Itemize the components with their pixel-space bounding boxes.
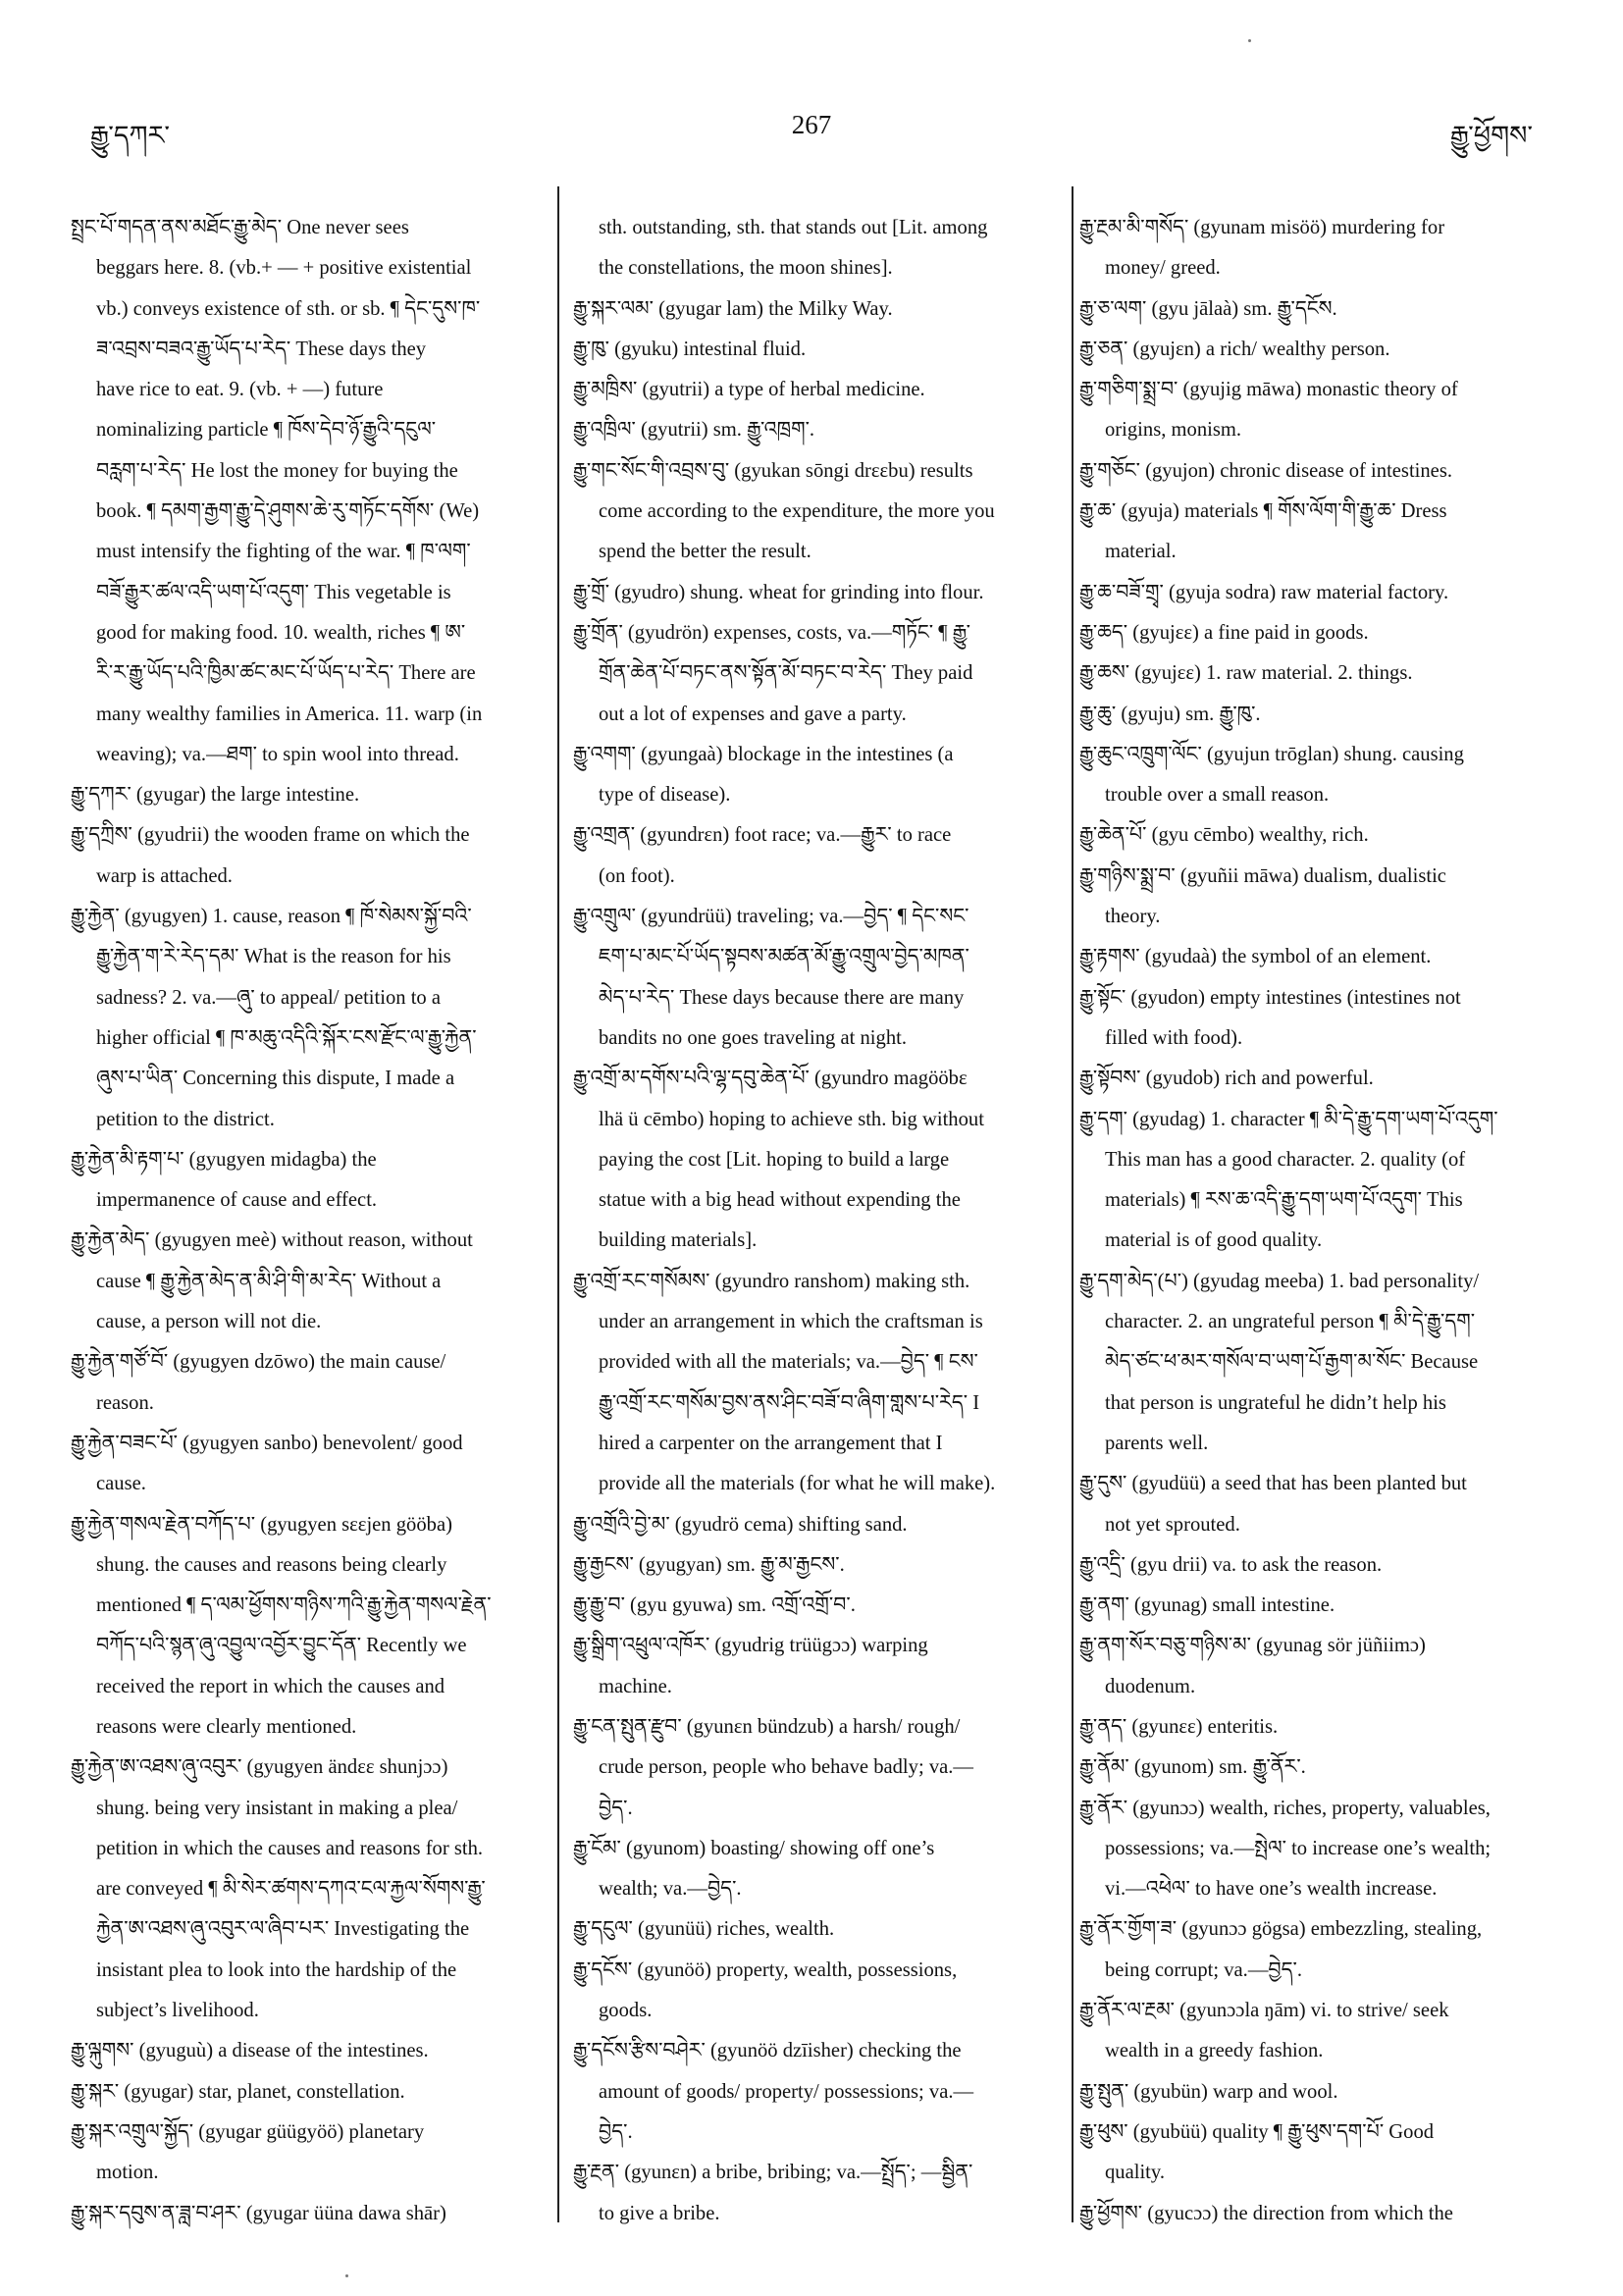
entry-headword-line: རྒྱུ་དག་ (gyudag) 1. character ¶ མི་དེ་རྒྱུ་དག་ཡག་པོ་འདུག་ — [1079, 1108, 1498, 1130]
entry-continuation-line: reasons were clearly mentioned. — [96, 1715, 357, 1738]
entry-continuation-line: come according to the expenditure, the more you — [599, 500, 995, 523]
entry-headword-line: རྒྱུ་རྟགས་ (gyudaà) the symbol of an element. — [1079, 946, 1432, 968]
entry-headword-line: རྒྱུ་སྐར་དབུས་ན་ཟླ་བ་ཤར་ (gyugar üüna dawa shār) — [71, 2202, 446, 2224]
entry-continuation-line: materials) ¶ རས་ཆ་འདི་རྒྱུ་དག་ཡག་པོ་འདུག་ This — [1105, 1189, 1463, 1212]
entry-continuation-line: goods. — [599, 2000, 653, 2022]
entry-continuation-line: crude person, people who behave badly; va.— — [599, 1756, 973, 1779]
entry-continuation-line: many wealthy families in America. 11. warp (in — [96, 703, 483, 725]
entry-headword-line: རྒྱུ་དངོས་རྩིས་བཤེར་ (gyunöö dzīisher) checking the — [573, 2040, 962, 2062]
entry-headword-line: རྒྱུ་སྟོབས་ (gyudob) rich and powerful. — [1079, 1068, 1374, 1090]
entry-continuation-line: གྲོན་ཆེན་པོ་བཏང་ནས་སྟོན་མོ་བཏང་བ་རེད་ They paid — [599, 662, 973, 685]
page-number: 267 — [791, 110, 832, 139]
column-middle — [573, 208, 1066, 2234]
entry-headword-line: རྒྱུ་ཆ་ (gyuja) materials ¶ གོས་ལོག་གི་རྒྱུ་ཆ་ Dress — [1079, 500, 1447, 523]
entry-continuation-line: that person is ungrateful he didn’t help his — [1105, 1391, 1446, 1414]
entry-continuation-line: vi.—འཕེལ་ to have one’s wealth increase. — [1105, 1878, 1438, 1901]
entry-headword-line: རྒྱུ་ཆད་ (gyujεε) a fine paid in goods. — [1079, 621, 1369, 644]
entry-continuation-line: བཀོད་པའི་སྙན་ཞུ་འབྱུལ་འབྱོར་བྱུང་དོན་ Recently we — [96, 1635, 467, 1657]
entry-headword-line: རྒྱུ་གཅོང་ (gyujon) chronic disease of intestines. — [1079, 459, 1452, 482]
entry-headword-line: རྒྱུ་འདྲི་ (gyu drii) va. to ask the reason. — [1079, 1553, 1383, 1576]
entry-continuation-line: material is of good quality. — [1105, 1229, 1323, 1252]
entry-headword-line: རྒྱུ་ཕུས་ (gyubüü) quality ¶ རྒྱུ་ཕུས་དག་པོ་ Good — [1079, 2120, 1435, 2143]
entry-continuation-line: quality. — [1105, 2162, 1166, 2184]
entry-continuation-line: provide all the materials (for what he will make). — [599, 1473, 996, 1495]
header-left-headword: རྒྱུ་དཀར་ — [90, 121, 170, 150]
entry-continuation-line: impermanence of cause and effect. — [96, 1189, 378, 1212]
entry-continuation-line: ཞུས་པ་ཡིན་ Concerning this dispute, I made a — [96, 1068, 455, 1090]
entry-headword-line: རྒྱུ་དུས་ (gyudüü) a seed that has been planted but — [1079, 1473, 1467, 1495]
entry-headword-line: རྒྱུ་གང་སོང་གི་འབྲས་བུ་ (gyukan sōngi drεεbu) results — [573, 459, 973, 482]
entry-continuation-line: beggars here. 8. (vb.+ — + positive existential — [96, 257, 472, 280]
entry-continuation-line: sadness? 2. va.—ཞུ་ to appeal/ petition to a — [96, 986, 442, 1009]
entry-continuation-line: བྱེད་. — [599, 2120, 633, 2143]
column-divider-left — [557, 186, 559, 2222]
entry-continuation-line: shung. the causes and reasons being clearly — [96, 1553, 447, 1576]
entry-headword-line: རྒྱུ་ཆ་བཟོ་གྲྭ་ (gyuja sodra) raw material factory. — [1079, 581, 1449, 603]
entry-headword-line: རྒྱུ་ཅན་ (gyujεn) a rich/ wealthy person. — [1079, 338, 1390, 360]
entry-continuation-line: to give a bribe. — [599, 2202, 720, 2224]
entry-continuation-line: motion. — [96, 2162, 159, 2184]
entry-headword-line: རྒྱུ་འགག་ (gyungaà) blockage in the intestines (a — [573, 743, 954, 765]
entry-continuation-line: not yet sprouted. — [1105, 1513, 1240, 1536]
entry-continuation-line: amount of goods/ property/ possessions; va.— — [599, 2080, 974, 2103]
entry-continuation-line: subject’s livelihood. — [96, 2000, 259, 2022]
entry-headword-line: རྒྱུ་སྤུན་ (gyubün) warp and wool. — [1079, 2080, 1338, 2103]
entry-headword-line: རྒྱུ་རྐྱེན་གཙོ་བོ་ (gyugyen dzōwo) the main cause/ — [71, 1351, 446, 1374]
entry-headword-line: རྒྱུ་མཁྲིས་ (gyutrii) a type of herbal medicine. — [573, 379, 925, 401]
entry-headword-line: རྒྱུ་ནོར་ལ་རྔམ་ (gyunɔɔla ŋām) vi. to strive/ seek — [1079, 2000, 1449, 2022]
entry-continuation-line: sth. outstanding, sth. that stands out [Lit. among — [599, 217, 988, 238]
entry-continuation-line: མེད་ཙང་ཕ་མར་གསོལ་བ་ཡག་པོ་རྒྱག་མ་སོང་ Because — [1105, 1351, 1479, 1374]
entry-headword-line: རྒྱུ་ཁུ་ (gyuku) intestinal fluid. — [573, 338, 807, 360]
entry-continuation-line: weaving); va.—ཐག་ to spin wool into thread. — [96, 743, 459, 765]
entry-headword-line: རྒྱུ་ཆས་ (gyujεε) 1. raw material. 2. things. — [1079, 662, 1413, 685]
entry-headword-line: རྒྱུ་ནོམ་ (gyunom) sm. རྒྱུ་ནོར་. — [1079, 1756, 1306, 1779]
column-divider-right — [1072, 186, 1073, 2222]
entry-continuation-line: wealth; va.—བྱེད་. — [599, 1878, 742, 1901]
entry-headword-line: རྒྱུ་ཆེན་པོ་ (gyu cēmbo) wealthy, rich. — [1079, 824, 1369, 847]
entry-headword-line: རྒྱུ་དག་མེད་(པ་) (gyudag meeba) 1. bad personality/ — [1079, 1270, 1480, 1292]
entry-continuation-line: cause, a person will not die. — [96, 1311, 322, 1333]
entry-headword-line: རྒྱུ་ཅ་ལག་ (gyu jālaà) sm. རྒྱུ་དངོས. — [1079, 297, 1337, 320]
entry-continuation-line: are conveyed ¶ མི་སེར་ཚགས་དཀའ་ངལ་རྐྱལ་སོགས་རྒྱུ་ — [96, 1878, 486, 1901]
entry-continuation-line: machine. — [599, 1675, 672, 1697]
entry-headword-line: རྒྱུ་རྒྱངས་ (gyugyan) sm. རྒྱུ་མ་རྒྱངས་. — [573, 1553, 845, 1576]
entry-headword-line: རྒྱུ་འགྲོ་མ་དགོས་པའི་ལྷ་དབུ་ཆེན་པོ་ (gyundro magööbε — [573, 1068, 968, 1090]
entry-continuation-line: mentioned ¶ ད་ལམ་ཕྱོགས་གཉིས་ཀའི་རྒྱུ་རྐྱེན་གསལ་རྗེན་ — [96, 1594, 492, 1617]
entry-headword-line: རྒྱུ་རྐྱེན་ (gyugyen) 1. cause, reason ¶ ཁོ་སེམས་སྐྱོ་བའི་ — [71, 906, 472, 928]
entry-continuation-line: good for making food. 10. wealth, riches ¶ ཨ་ — [96, 621, 466, 644]
entry-headword-line: རྒྱུ་ནད་ (gyunεε) enteritis. — [1079, 1715, 1279, 1738]
entry-headword-line: རྒྱུ་སྐར་ལམ་ (gyugar lam) the Milky Way. — [573, 297, 893, 320]
entry-headword-line: རྒྱུ་འགྲོའི་བྱེ་མ་ (gyudrö cema) shifting sand. — [573, 1513, 908, 1536]
entry-continuation-line: origins, monism. — [1105, 419, 1242, 442]
entry-continuation-line: spend the better the result. — [599, 541, 812, 563]
entry-headword-line: རྒྱུ་འགྲན་ (gyundrεn) foot race; va.—རྒྱུར་ to race — [573, 824, 952, 847]
entry-headword-line: རྒྱུ་སྟོང་ (gyudon) empty intestines (intestines not — [1079, 986, 1461, 1009]
entry-continuation-line: petition in which the causes and reasons for sth. — [96, 1837, 484, 1859]
entry-continuation-line: provided with all the materials; va.—བྱེད་ ¶ ངས་ — [599, 1351, 978, 1374]
entry-continuation-line: money/ greed. — [1105, 257, 1221, 280]
entry-continuation-line: character. 2. an ungrateful person ¶ མི་དེ་རྒྱུ་དག་ — [1105, 1311, 1476, 1333]
entry-continuation-line: reason. — [96, 1391, 154, 1414]
entry-continuation-line: cause. — [96, 1473, 146, 1495]
entry-continuation-line: the constellations, the moon shines]. — [599, 257, 893, 280]
entry-continuation-line: type of disease). — [599, 784, 731, 807]
entry-continuation-line: received the report in which the causes and — [96, 1675, 445, 1697]
entry-headword-line: རྒྱུ་རྐྱེན་གསལ་རྗེན་བཀོད་པ་ (gyugyen sεεjen gööba) — [71, 1513, 452, 1536]
entry-continuation-line: nominalizing particle ¶ ཁོས་དེབ་ཉོ་རྒྱུའི་དངུལ་ — [96, 419, 437, 442]
entry-headword-line: རྒྱུ་འགྲོ་རང་གསོམས་ (gyundro ranshom) making sth. — [573, 1270, 970, 1292]
entry-continuation-line: being corrupt; va.—བྱེད་. — [1105, 1958, 1303, 1981]
entry-continuation-line: ཇག་པ་མང་པོ་ཡོད་སྟབས་མཚན་མོ་རྒྱུ་འགྲུལ་བྱེད་མཁན་ — [599, 946, 969, 968]
entry-headword-line: རྒྱུ་ཆུང་འཁྲུག་ལོང་ (gyujun trōglan) shung. causing — [1079, 743, 1464, 765]
entry-headword-line: རྒྱུ་དངུལ་ (gyunüü) riches, wealth. — [573, 1918, 835, 1941]
entry-continuation-line: hired a carpenter on the arrangement that I — [599, 1432, 943, 1454]
entry-continuation-line: book. ¶ དམག་རྒྱག་རྒྱུ་དེ་ཤུགས་ཆེ་རུ་གཏོང་དགོས་ (We) — [96, 500, 480, 523]
entry-continuation-line: material. — [1105, 541, 1177, 563]
entry-headword-line: རྒྱུ་དཀྲིས་ (gyudrii) the wooden frame on which the — [71, 824, 470, 847]
entry-continuation-line: out a lot of expenses and gave a party. — [599, 703, 907, 725]
entry-continuation-line: bandits no one goes traveling at night. — [599, 1026, 907, 1049]
entry-continuation-line: This man has a good character. 2. quality (of — [1105, 1148, 1466, 1171]
entry-continuation-line: filled with food). — [1105, 1026, 1243, 1049]
entry-headword-line: རྒྱུ་ཆུ་ (gyuju) sm. རྒྱུ་ཁུ་. — [1079, 703, 1261, 725]
entry-continuation-line: lhä ü cēmbo) hoping to achieve sth. big without — [599, 1108, 984, 1130]
entry-continuation-line: have rice to eat. 9. (vb. + —) future — [96, 379, 384, 401]
entry-continuation-line: must intensify the fighting of the war. ¶ ཁ་ལག་ — [96, 541, 471, 563]
entry-headword-line: རྒྱུ་འགྲུལ་ (gyundrüü) traveling; va.—བྱེད་ ¶ དེང་སང་ — [573, 906, 969, 928]
entry-continuation-line: under an arrangement in which the craftsman is — [599, 1311, 983, 1333]
entry-headword-line: རྒྱུ་རྔམ་མི་གསོད་ (gyunam misöö) murdering for — [1079, 217, 1445, 238]
entry-continuation-line: possessions; va.—སྤེལ་ to increase one’s wealth; — [1105, 1837, 1492, 1859]
entry-continuation-line: རྒྱུ་འགྲོ་རང་གསོམ་བྱས་ནས་ཤིང་བཟོ་བ་ཞིག་གླས་པ་རེད་ I — [599, 1391, 980, 1414]
scan-speck — [1248, 39, 1251, 42]
entry-continuation-line: warp is attached. — [96, 864, 233, 887]
column-left — [71, 208, 542, 2234]
entry-continuation-line: བཟོ་རྒྱུར་ཚལ་འདི་ཡག་པོ་འདུག་ This vegetable is — [96, 581, 451, 603]
entry-continuation-line: རི་ར་རྒྱུ་ཡོད་པའི་ཁྱིམ་ཚང་མང་པོ་ཡོད་པ་རེད་ There are — [96, 662, 476, 685]
entry-continuation-line: རྒྱུ་རྐྱེན་ག་རེ་རེད་དམ་ What is the reason for his — [96, 946, 451, 968]
entry-headword-line: རྒྱུ་གྲོ་ (gyudro) shung. wheat for grinding into flour. — [573, 581, 984, 603]
entry-continuation-line: trouble over a small reason. — [1105, 784, 1330, 807]
entry-continuation-line: insistant plea to look into the hardship of the — [96, 1958, 457, 1981]
entry-continuation-line: paying the cost [Lit. hoping to build a large — [599, 1148, 950, 1171]
entry-continuation-line: རྐྱེན་ཨ་འཐས་ཞུ་འབུར་ལ་ཞིབ་པར་ Investigating the — [96, 1918, 470, 1941]
entry-continuation-line: duodenum. — [1105, 1675, 1196, 1697]
entry-headword-line: རྒྱུ་རྐྱེན་མེད་ (gyugyen meè) without reason, without — [71, 1229, 473, 1252]
entry-continuation-line: བརླག་པ་རེད་ He lost the money for buying the — [96, 459, 458, 482]
entry-headword-line: སྤྲང་པོ་གདན་ནས་མཐོང་རྒྱུ་མེད་ One never sees — [71, 217, 409, 238]
entry-headword-line: རྒྱུ་ངོམ་ (gyunom) boasting/ showing off one’s — [573, 1837, 935, 1859]
entry-headword-line: རྒྱུ་སྐར་ (gyugar) star, planet, constellation. — [71, 2080, 405, 2103]
entry-headword-line: རྒྱུ་རྒྱུ་བ་ (gyu gyuwa) sm. འགྲོ་འགྲོ་བ་. — [573, 1594, 856, 1617]
entry-headword-line: རྒྱུ་རྐྱེན་ཨ་འཐས་ཞུ་འབུར་ (gyugyen ändεε shunjɔɔ) — [71, 1756, 448, 1779]
entry-continuation-line: ཟ་འབྲས་བཟའ་རྒྱུ་ཡོད་པ་རེད་ These days they — [96, 338, 427, 360]
entry-headword-line: རྒྱུ་ལྐུགས་ (gyuguù) a disease of the intestines. — [71, 2040, 429, 2062]
entry-headword-line: རྒྱུ་ནོར་གྱོག་ཟ་ (gyunɔɔ gögsa) embezzling, stealing, — [1079, 1918, 1483, 1941]
entry-continuation-line: བྱེད་. — [599, 1797, 633, 1819]
entry-continuation-line: (on foot). — [599, 864, 675, 887]
entry-headword-line: རྒྱུ་འཁྲིལ་ (gyutrii) sm. རྒྱུ་འཁྲག་. — [573, 419, 815, 442]
entry-headword-line: རྒྱུ་ཕྱོགས་ (gyucɔɔ) the direction from which the — [1079, 2202, 1453, 2224]
entry-continuation-line: building materials]. — [599, 1229, 758, 1252]
entry-headword-line: རྒྱུ་དངོས་ (gyunöö) property, wealth, possessions, — [573, 1958, 958, 1981]
entry-headword-line: རྒྱུ་གཉིས་སྨྲ་བ་ (gyuñii māwa) dualism, dualistic — [1079, 864, 1446, 887]
entry-headword-line: རྒྱུ་གྲོན་ (gyudrön) expenses, costs, va.—གཏོང་ ¶ རྒྱུ་ — [573, 621, 970, 644]
entry-continuation-line: མེད་པ་རེད་ These days because there are many — [599, 986, 965, 1009]
entry-headword-line: རྒྱུ་རྐྱེན་མི་རྟག་པ་ (gyugyen midagba) the — [71, 1148, 377, 1171]
entry-headword-line: རྒྱུ་ནག་སོར་བཅུ་གཉིས་མ་ (gyunag sör jüñiimɔ) — [1079, 1635, 1426, 1657]
entry-headword-line: རྒྱུ་ནོར་ (gyunɔɔ) wealth, riches, property, valuables, — [1079, 1797, 1491, 1819]
entry-headword-line: རྒྱུ་གཅིག་སྨྲ་བ་ (gyujig māwa) monastic theory of — [1079, 379, 1458, 401]
entry-continuation-line: higher official ¶ ཁ་མཆུ་འདིའི་སྐོར་ངས་རྫོང་ལ་རྒྱུ་རྐྱེན་ — [96, 1026, 477, 1049]
header-right-headword: རྒྱུ་ཕྱོགས་ — [1449, 121, 1533, 150]
entry-headword-line: རྒྱུ་ངན་སྤུན་རྫུབ་ (gyunεn bündzub) a harsh/ rough/ — [573, 1715, 961, 1738]
entry-continuation-line: statue with a big head without expending the — [599, 1189, 961, 1212]
column-right — [1079, 208, 1570, 2234]
entry-continuation-line: parents well. — [1105, 1432, 1209, 1454]
entry-headword-line: རྒྱུ་རྐྱེན་བཟང་པོ་ (gyugyen sanbo) benevolent/ good — [71, 1432, 463, 1454]
entry-headword-line: རྒྱུ་སྐར་འགྲུལ་སྐྱོད་ (gyugar güügyöö) planetary — [71, 2120, 425, 2143]
entry-continuation-line: wealth in a greedy fashion. — [1105, 2040, 1324, 2062]
entry-continuation-line: shung. being very insistant in making a plea/ — [96, 1797, 458, 1819]
entry-headword-line: རྒྱུ་དཀར་ (gyugar) the large intestine. — [71, 784, 360, 807]
entry-continuation-line: vb.) conveys existence of sth. or sb. ¶ དེང་དུས་ཁ་ — [96, 297, 481, 320]
entry-headword-line: རྒྱུ་སྒྲིག་འཕྲུལ་འཁོར་ (gyudrig trüügɔɔ) warping — [573, 1635, 928, 1657]
entry-continuation-line: cause ¶ རྒྱུ་རྐྱེན་མེད་ན་མི་ཤི་གི་མ་རེད་ Without a — [96, 1270, 442, 1292]
entry-headword-line: རྒྱུ་ནག་ (gyunag) small intestine. — [1079, 1594, 1335, 1617]
scan-speck — [345, 2274, 348, 2277]
entry-continuation-line: petition to the district. — [96, 1108, 275, 1130]
entry-headword-line: རྒྱུ་རྔན་ (gyunεn) a bribe, bribing; va.—སྤྲོད་; —སྦྱིན་ — [573, 2162, 973, 2184]
entry-continuation-line: theory. — [1105, 906, 1161, 928]
